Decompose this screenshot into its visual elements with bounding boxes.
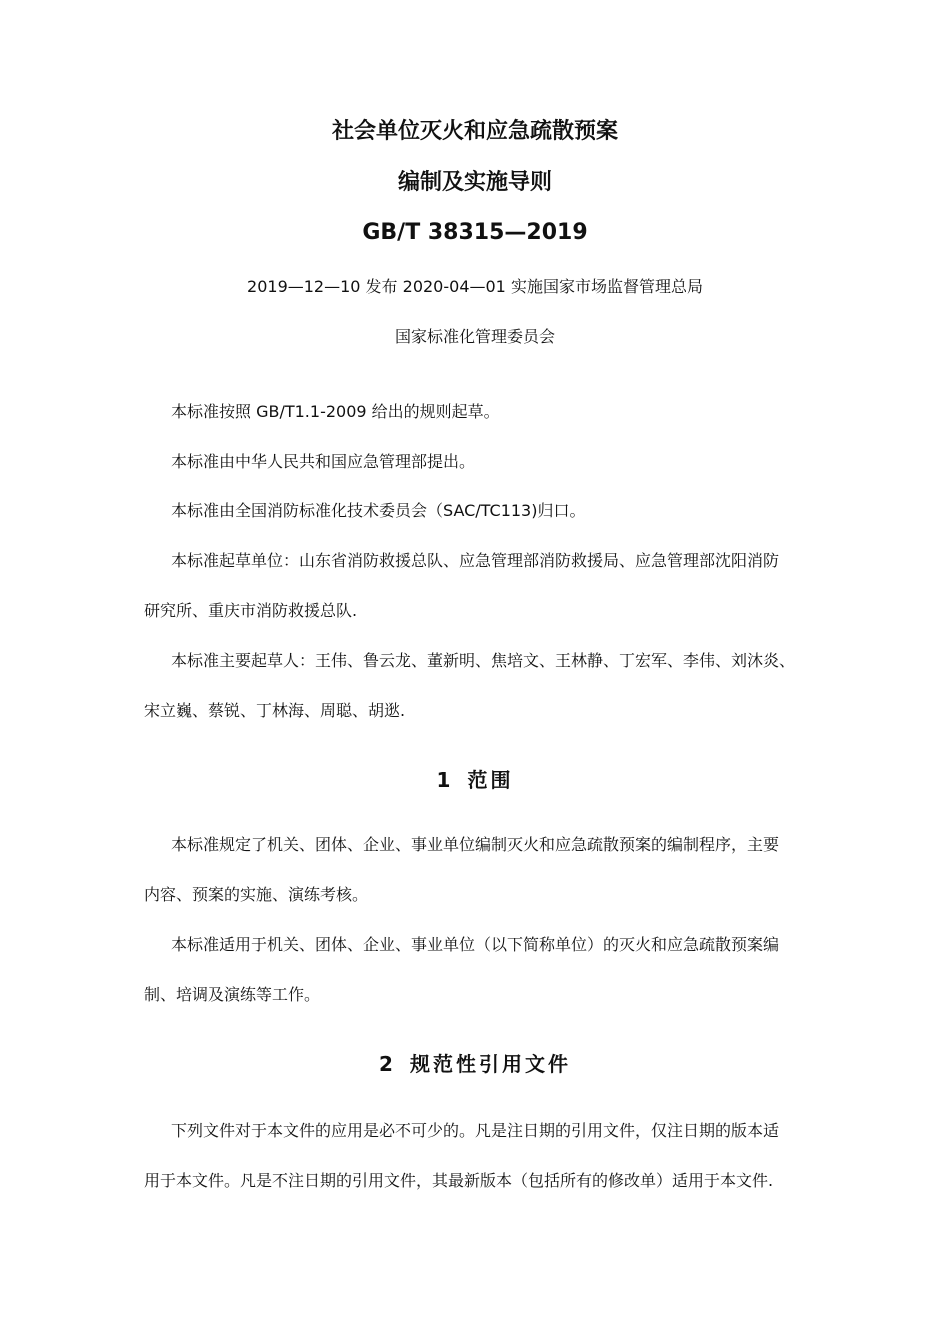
foreword-paragraph-continued: 宋立巍、蔡锐、丁林海、周聪、胡逖. (144, 701, 406, 720)
scope-paragraph-continued: 制、培调及演练等工作。 (144, 985, 321, 1004)
foreword-paragraph: 本标准由全国消防标准化技术委员会（SAC/TC113)归口。 (171, 501, 586, 520)
section-number: 1 (436, 768, 454, 792)
publish-info: 2019—12—10 发布 2020-04—01 实施国家市场监督管理总局 (247, 277, 703, 296)
section-heading-scope (0, 766, 950, 794)
references-paragraph: 下列文件对于本文件的应用是必不可少的。凡是注日期的引用文件，仅注日期的版本适 (171, 1121, 780, 1140)
scope-paragraph-continued: 内容、预案的实施、演练考核。 (144, 885, 369, 904)
section-number: 2 (379, 1052, 396, 1076)
scope-paragraph: 本标准规定了机关、团体、企业、事业单位编制灭火和应急疏散预案的编制程序，主要 (171, 835, 780, 854)
foreword-paragraph: 本标准起草单位：山东省消防救援总队、应急管理部消防救援局、应急管理部沈阳消防 (171, 551, 780, 570)
section-title: 范围 (467, 768, 514, 792)
foreword-paragraph: 本标准主要起草人：王伟、鲁云龙、董新明、焦培文、王林静、丁宏军、李伟、刘沐炎、 (171, 651, 796, 670)
section-title: 规范性引用文件 (409, 1052, 571, 1076)
standard-number: GB/T 38315—2019 (362, 220, 588, 245)
document-title-line2: 编制及实施导则 (397, 170, 552, 195)
document-title-line1: 社会单位灭火和应急疏散预案 (331, 119, 618, 144)
foreword-paragraph: 本标准按照 GB/T1.1-2009 给出的规则起草。 (171, 402, 500, 421)
committee-name: 国家标准化管理委员会 (394, 327, 555, 346)
scope-paragraph: 本标准适用于机关、团体、企业、事业单位（以下简称单位）的灭火和应急疏散预案编 (171, 935, 780, 954)
references-paragraph-continued: 用于本文件。凡是不注日期的引用文件，其最新版本（包括所有的修改单）适用于本文件. (144, 1171, 774, 1190)
foreword-paragraph-continued: 研究所、重庆市消防救援总队. (144, 601, 358, 620)
foreword-paragraph: 本标准由中华人民共和国应急管理部提出。 (171, 452, 476, 471)
section-heading-normative-references (0, 1050, 950, 1078)
